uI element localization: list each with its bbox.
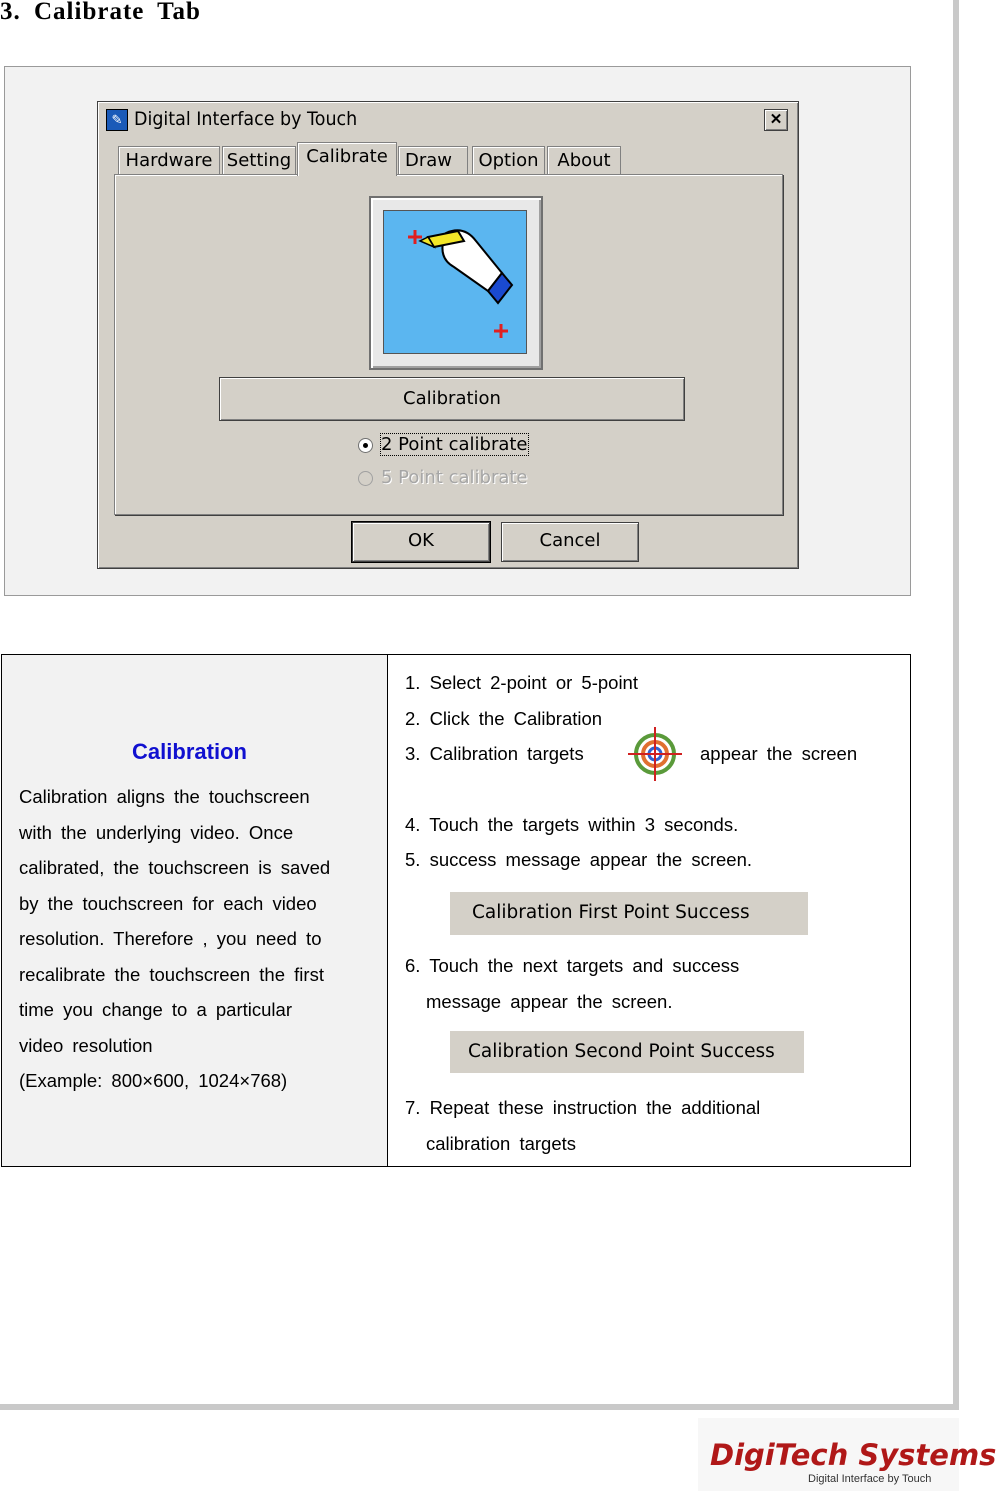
- step-6: 6. Touch the next targets and success: [405, 955, 740, 976]
- step-3-continued: appear the screen: [700, 743, 858, 764]
- bottom-page-rule: [0, 1404, 959, 1410]
- calibration-info-table: [1, 654, 911, 1167]
- step-3: 3. Calibration targets: [405, 743, 584, 764]
- tab-hardware[interactable]: Hardware: [118, 146, 220, 175]
- tab-setting[interactable]: Setting: [222, 146, 296, 175]
- app-icon: ✎: [106, 109, 128, 131]
- step-5: 5. success message appear the screen.: [405, 849, 753, 870]
- description-line: calibrated, the touchscreen is saved: [19, 857, 331, 878]
- description-line: recalibrate the touchscreen the first: [19, 963, 324, 985]
- description-line: with the underlying video. Once: [19, 821, 294, 843]
- description-line: Calibration aligns the touchscreen: [19, 786, 310, 807]
- tab-draw[interactable]: Draw: [398, 146, 468, 174]
- calibration-button[interactable]: Calibration: [219, 377, 685, 421]
- second-point-success-message: Calibration Second Point Success: [450, 1031, 804, 1073]
- calibration-screen: [383, 210, 527, 354]
- description-line: time you change to a particular: [19, 999, 292, 1020]
- step-2: 2. Click the Calibration: [405, 708, 603, 729]
- radio-2point-label: 2 Point calibrate: [381, 434, 528, 455]
- radio-2point-row[interactable]: [358, 434, 528, 455]
- dialog-title: Digital Interface by Touch: [134, 108, 358, 130]
- tab-about[interactable]: About: [547, 146, 621, 175]
- section-heading: 3. Calibrate Tab: [0, 0, 201, 25]
- settings-dialog: [97, 101, 799, 569]
- tab-calibrate[interactable]: Calibrate: [297, 142, 397, 176]
- cancel-button[interactable]: Cancel: [501, 522, 639, 562]
- description-cell: [2, 655, 388, 1166]
- radio-2point[interactable]: [358, 438, 373, 453]
- tab-option[interactable]: Option: [472, 146, 545, 175]
- title-bar: [102, 106, 792, 133]
- company-logo: [698, 1418, 996, 1491]
- description-line: (Example: 800×600, 1024×768): [19, 1070, 288, 1091]
- first-point-success-message: Calibration First Point Success: [450, 892, 808, 935]
- radio-5point[interactable]: [358, 471, 373, 486]
- description-title: Calibration: [132, 739, 247, 764]
- step-7: 7. Repeat these instruction the additional: [405, 1097, 761, 1118]
- radio-5point-label: 5 Point calibrate: [381, 467, 528, 488]
- calibration-illustration: [369, 196, 543, 370]
- step-1: 1. Select 2-point or 5-point: [405, 672, 638, 693]
- step-4: 4. Touch the targets within 3 seconds.: [405, 814, 739, 835]
- target-icon: [626, 725, 684, 783]
- step-6-continued: message appear the screen.: [426, 991, 673, 1012]
- description-line: by the touchscreen for each video: [19, 892, 317, 914]
- hand-pen-icon: [384, 211, 526, 353]
- description-body: [19, 779, 381, 1099]
- right-page-rule: [953, 0, 959, 1408]
- close-button[interactable]: ✕: [764, 109, 788, 131]
- steps-cell: [388, 655, 910, 1166]
- description-line: video resolution: [19, 1034, 153, 1056]
- description-line: resolution. Therefore , you need to: [19, 928, 322, 949]
- radio-5point-row[interactable]: [358, 467, 528, 488]
- logo-wordmark: DigiTech Systems: [710, 1438, 996, 1472]
- logo-tagline: Digital Interface by Touch: [808, 1473, 932, 1485]
- step-7-continued: calibration targets: [426, 1133, 577, 1154]
- ok-button[interactable]: OK: [352, 522, 490, 562]
